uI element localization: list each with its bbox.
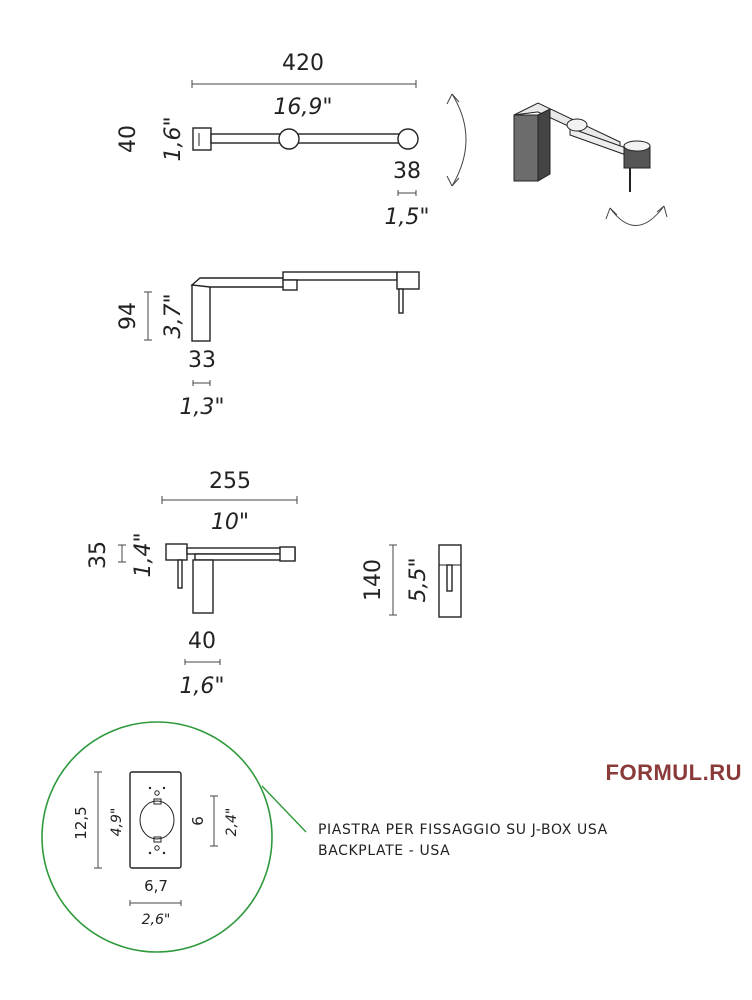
side-view bbox=[116, 272, 419, 420]
folded-base-in: 1,6" bbox=[179, 674, 225, 699]
front-height-in: 5,5" bbox=[406, 557, 431, 603]
arm-joint bbox=[279, 129, 299, 149]
top-length-in: 16,9" bbox=[273, 95, 333, 120]
backplate bbox=[130, 772, 181, 868]
side-height-in: 3,7" bbox=[161, 293, 186, 339]
side-depth-mm: 33 bbox=[188, 348, 216, 373]
folded-base-mm: 40 bbox=[188, 629, 216, 654]
top-length-mm: 420 bbox=[282, 51, 324, 76]
side-arm bbox=[283, 272, 397, 280]
wall-mount-block bbox=[193, 128, 211, 150]
side-wall-block bbox=[192, 285, 210, 341]
top-height-in: 1,6" bbox=[161, 116, 186, 162]
folded-arm-upper bbox=[187, 548, 295, 554]
top-height-mm: 40 bbox=[116, 125, 141, 153]
hole-spacing-cm: 6 bbox=[189, 816, 207, 826]
folded-length-in: 10" bbox=[210, 510, 250, 535]
plate-width-cm: 6,7 bbox=[144, 877, 168, 895]
folded-lamp-head bbox=[166, 544, 187, 560]
folded-height-mm: 35 bbox=[86, 541, 111, 569]
folded-wall-block bbox=[193, 560, 213, 613]
front-height-mm: 140 bbox=[361, 559, 386, 601]
rotation-arrow-icon bbox=[452, 94, 466, 186]
folded-height-in: 1,4" bbox=[131, 532, 156, 578]
backplate-detail bbox=[42, 722, 306, 952]
backplate-caption bbox=[318, 820, 608, 862]
wall-box-3d bbox=[514, 115, 538, 181]
caption-line-1: PIASTRA PER FISSAGGIO SU J-BOX USA bbox=[318, 822, 608, 838]
folded-view bbox=[86, 469, 297, 699]
watermark: FORMUL.RU bbox=[605, 760, 742, 785]
plate-height-cm: 12,5 bbox=[72, 806, 90, 840]
side-depth-in: 1,3" bbox=[179, 395, 225, 420]
perspective-view bbox=[514, 103, 667, 226]
tilt-arrow-icon bbox=[610, 206, 664, 226]
side-height-mm: 94 bbox=[116, 302, 141, 330]
folded-length-mm: 255 bbox=[209, 469, 251, 494]
head-width-in: 1,5" bbox=[384, 205, 430, 230]
lamp-arm bbox=[211, 134, 405, 143]
front-view bbox=[361, 545, 461, 617]
plate-height-in: 4,9" bbox=[109, 807, 125, 837]
plate-width-in: 2,6" bbox=[141, 912, 171, 928]
top-view bbox=[116, 51, 466, 230]
caption-line-2: BACKPLATE - USA bbox=[318, 843, 451, 859]
lamp-head bbox=[398, 129, 418, 149]
side-lamp-head bbox=[397, 272, 419, 289]
hole-spacing-in: 2,4" bbox=[224, 807, 240, 837]
head-width-mm: 38 bbox=[393, 159, 421, 184]
